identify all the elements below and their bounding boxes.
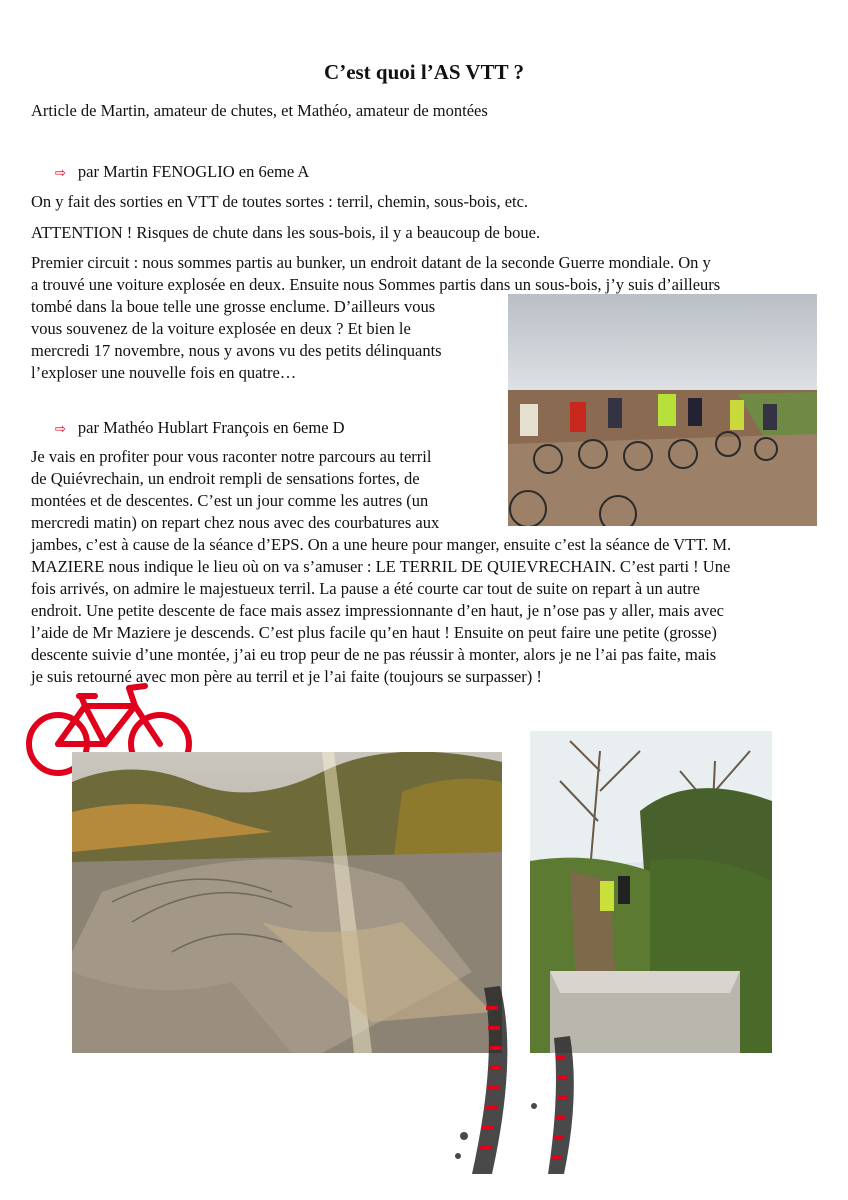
text-line: mercredi 17 novembre, nous y avons vu des petits délinquants [31, 341, 442, 360]
text-line: l’exploser une nouvelle fois en quatre… [31, 363, 297, 382]
author-1: par Martin FENOGLIO en 6eme A [77, 162, 310, 181]
text-line: fois arrivés, on admire le majestueux terril. La pause a été courte car tout de suite on repart à un autre [31, 579, 700, 598]
author-2: par Mathéo Hublart François en 6eme D [77, 418, 345, 437]
arrow-right-icon: ⇨ [55, 422, 66, 437]
text-line: a trouvé une voiture explosée en deux. Ensuite nous Sommes partis dans un sous-bois, j’y suis d’ailleurs [31, 275, 721, 294]
page-title: C’est quoi l’AS VTT ? [324, 60, 524, 84]
text-line: de Quiévrechain, un endroit rempli de sensations fortes, de [31, 469, 420, 488]
text-line: je suis retourné avec mon père au terril et je l’ai faite (toujours se surpasser) ! [31, 667, 542, 686]
arrow-right-icon: ⇨ [55, 166, 66, 181]
paragraph-3a [31, 252, 818, 296]
intro-line: Article de Martin, amateur de chutes, et Mathéo, amateur de montées [31, 101, 488, 120]
terril-photo [72, 752, 502, 1053]
text-line: montées et de descentes. C’est un jour comme les autres (un [31, 491, 429, 510]
text-line: endroit. Une petite descente de face mais assez impressionnante d’en haut, je n’ose pas y aller, mais avec [31, 601, 724, 620]
text-line: MAZIERE nous indique le lieu où on va s’amuser : LE TERRIL DE QUIEVRECHAIN. C’est parti ! Une [31, 557, 731, 576]
paragraph-1: On y fait des sorties en VTT de toutes sortes : terril, chemin, sous-bois, etc. [31, 192, 529, 211]
paragraph-2: ATTENTION ! Risques de chute dans les sous-bois, il y a beaucoup de boue. [31, 223, 541, 242]
text-line: vous souvenez de la voiture explosée en deux ? Et bien le [31, 319, 411, 338]
text-line: l’aide de Mr Maziere je descends. C’est plus facile qu’en haut ! Ensuite on peut faire une petite (grosse) [31, 623, 717, 642]
text-line: descente suivie d’une montée, j’ai eu trop peur de ne pas réussir à monter, alors je ne l’ai pas faite, mais [31, 645, 717, 664]
text-line: tombé dans la boue telle une grosse enclume. D’ailleurs vous [31, 297, 436, 316]
text-line: Je vais en profiter pour vous raconter notre parcours au terril [31, 447, 432, 466]
author-2-line [55, 418, 345, 438]
paragraph-4b [31, 534, 818, 688]
tire-tracks-icon [440, 976, 596, 1176]
paragraph-4a [31, 446, 497, 534]
group-photo [508, 294, 817, 526]
author-1-line [55, 162, 309, 182]
text-line: mercredi matin) on repart chez nous avec des courbatures aux [31, 513, 440, 532]
text-line: Premier circuit : nous sommes partis au bunker, un endroit datant de la seconde Guerre mondiale. On y [31, 253, 711, 272]
paragraph-3b [31, 296, 497, 384]
text-line: jambes, c’est à cause de la séance d’EPS. On a une heure pour manger, ensuite c’est la séance de VTT. M. [31, 535, 732, 554]
